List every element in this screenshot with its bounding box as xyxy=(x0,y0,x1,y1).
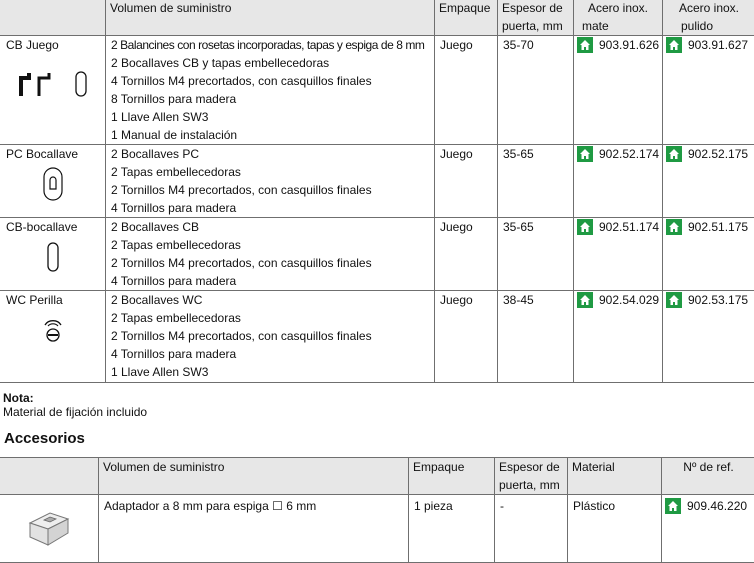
list-item: 2 Bocallaves WC xyxy=(111,291,429,309)
product-name-cell xyxy=(0,145,106,218)
list-item: 8 Tornillos para madera xyxy=(111,90,429,108)
list-item: 2 Tornillos M4 precortados, con casquillos finales xyxy=(111,327,429,345)
table-row xyxy=(0,495,754,563)
product-name: CB Juego xyxy=(0,36,105,54)
thickness-value: 35-65 xyxy=(498,218,574,291)
ref-number: 902.52.175 xyxy=(688,145,748,163)
list-item: 2 Tapas embellecedoras xyxy=(111,309,429,327)
ref-matte-cell[interactable] xyxy=(574,218,663,291)
header-supply-volume: Volumen de suministro xyxy=(99,458,409,495)
packaging-value: Juego xyxy=(435,218,498,291)
house-icon xyxy=(666,37,682,53)
list-item: 1 Llave Allen SW3 xyxy=(111,363,429,381)
header-packaging: Empaque xyxy=(409,458,495,495)
list-item: 4 Tornillos para madera xyxy=(111,199,429,217)
ref-matte-cell[interactable] xyxy=(574,36,663,145)
product-name-cell xyxy=(0,36,106,145)
header-empty xyxy=(0,458,99,495)
house-icon xyxy=(577,37,593,53)
material-value: Plástico xyxy=(568,495,662,563)
house-icon xyxy=(577,219,593,235)
house-icon xyxy=(577,146,593,162)
table-row xyxy=(0,36,754,145)
accessories-table xyxy=(0,457,754,563)
note-text: Material de fijación incluido xyxy=(3,405,147,419)
accessories-table-header xyxy=(0,458,754,495)
note-title: Nota: xyxy=(3,391,34,405)
list-item: 2 Tapas embellecedoras xyxy=(111,236,429,254)
header-door-thickness: Espesor de puerta, mm xyxy=(498,0,574,36)
table-row xyxy=(0,218,754,291)
ref-number: 902.52.174 xyxy=(599,145,659,163)
list-item: 2 Tapas embellecedoras xyxy=(111,163,429,181)
profile-cylinder-escutcheon-icon xyxy=(0,167,105,201)
list-item: 4 Tornillos M4 precortados, con casquillos finales xyxy=(111,72,429,90)
ref-number: 902.54.029 xyxy=(599,291,659,309)
thickness-value: 35-70 xyxy=(498,36,574,145)
thickness-value: 35-65 xyxy=(498,145,574,218)
ref-cell[interactable] xyxy=(662,495,754,563)
ref-number: 902.51.174 xyxy=(599,218,659,236)
product-name: CB-bocallave xyxy=(0,218,105,236)
list-item: 2 Bocallaves CB y tapas embellecedoras xyxy=(111,54,429,72)
house-icon xyxy=(577,292,593,308)
house-icon xyxy=(666,219,682,235)
house-icon xyxy=(666,292,682,308)
ref-polished-cell[interactable] xyxy=(663,291,754,383)
product-name: PC Bocallave xyxy=(0,145,105,163)
wc-turn-escutcheon-icon xyxy=(0,317,105,343)
ref-number: 909.46.220 xyxy=(687,497,747,515)
list-item: 1 Manual de instalación xyxy=(111,126,429,144)
packaging-value: Juego xyxy=(435,145,498,218)
list-item: 2 Tornillos M4 precortados, con casquillos finales xyxy=(111,254,429,272)
table-row xyxy=(0,291,754,383)
packaging-value: 1 pieza xyxy=(409,495,495,563)
list-item: 2 Balancines con rosetas incorporadas, tapas y espiga de 8 mm xyxy=(111,36,429,54)
square-adapter-icon xyxy=(0,505,98,549)
header-empty xyxy=(0,0,106,36)
product-name-cell xyxy=(0,218,106,291)
table-row xyxy=(0,145,754,218)
accessory-image-cell xyxy=(0,495,99,563)
header-supply-volume: Volumen de suministro xyxy=(106,0,435,36)
packaging-value: Juego xyxy=(435,291,498,383)
header-door-thickness: Espesor de puerta, mm xyxy=(495,458,568,495)
house-icon xyxy=(665,498,681,514)
product-name: WC Perilla xyxy=(0,291,105,309)
ref-number: 902.51.175 xyxy=(688,218,748,236)
list-item: 2 Bocallaves PC xyxy=(111,145,429,163)
header-steel-polished: Acero inox. pulido xyxy=(663,0,754,36)
thickness-value: - xyxy=(495,495,568,563)
list-item: 4 Tornillos para madera xyxy=(111,345,429,363)
list-item: 2 Bocallaves CB xyxy=(111,218,429,236)
accessory-description: Adaptador a 8 mm para espiga ☐ 6 mm xyxy=(99,495,409,563)
ref-matte-cell[interactable] xyxy=(574,145,663,218)
accessories-heading: Accesorios xyxy=(4,430,85,447)
lever-handle-and-oval-rosette-icon xyxy=(0,70,105,98)
supply-list-cell xyxy=(106,145,435,218)
ref-polished-cell[interactable] xyxy=(663,218,754,291)
supply-list-cell xyxy=(106,218,435,291)
supply-list-cell xyxy=(106,291,435,383)
list-item: 4 Tornillos para madera xyxy=(111,272,429,290)
list-item: 2 Tornillos M4 precortados, con casquillos finales xyxy=(111,181,429,199)
product-table-header xyxy=(0,0,754,36)
ref-number: 902.53.175 xyxy=(688,291,748,309)
header-steel-matte: Acero inox. mate xyxy=(574,0,663,36)
supply-list-cell xyxy=(106,36,435,145)
thickness-value: 38-45 xyxy=(498,291,574,383)
ref-matte-cell[interactable] xyxy=(574,291,663,383)
header-ref-number: Nº de ref. xyxy=(662,458,754,495)
product-name-cell xyxy=(0,291,106,383)
ref-polished-cell[interactable] xyxy=(663,36,754,145)
house-icon xyxy=(666,146,682,162)
oval-escutcheon-icon xyxy=(0,242,105,272)
header-packaging: Empaque xyxy=(435,0,498,36)
ref-number: 903.91.626 xyxy=(599,36,659,54)
list-item: 1 Llave Allen SW3 xyxy=(111,108,429,126)
ref-number: 903.91.627 xyxy=(688,36,748,54)
packaging-value: Juego xyxy=(435,36,498,145)
ref-polished-cell[interactable] xyxy=(663,145,754,218)
header-material: Material xyxy=(568,458,662,495)
